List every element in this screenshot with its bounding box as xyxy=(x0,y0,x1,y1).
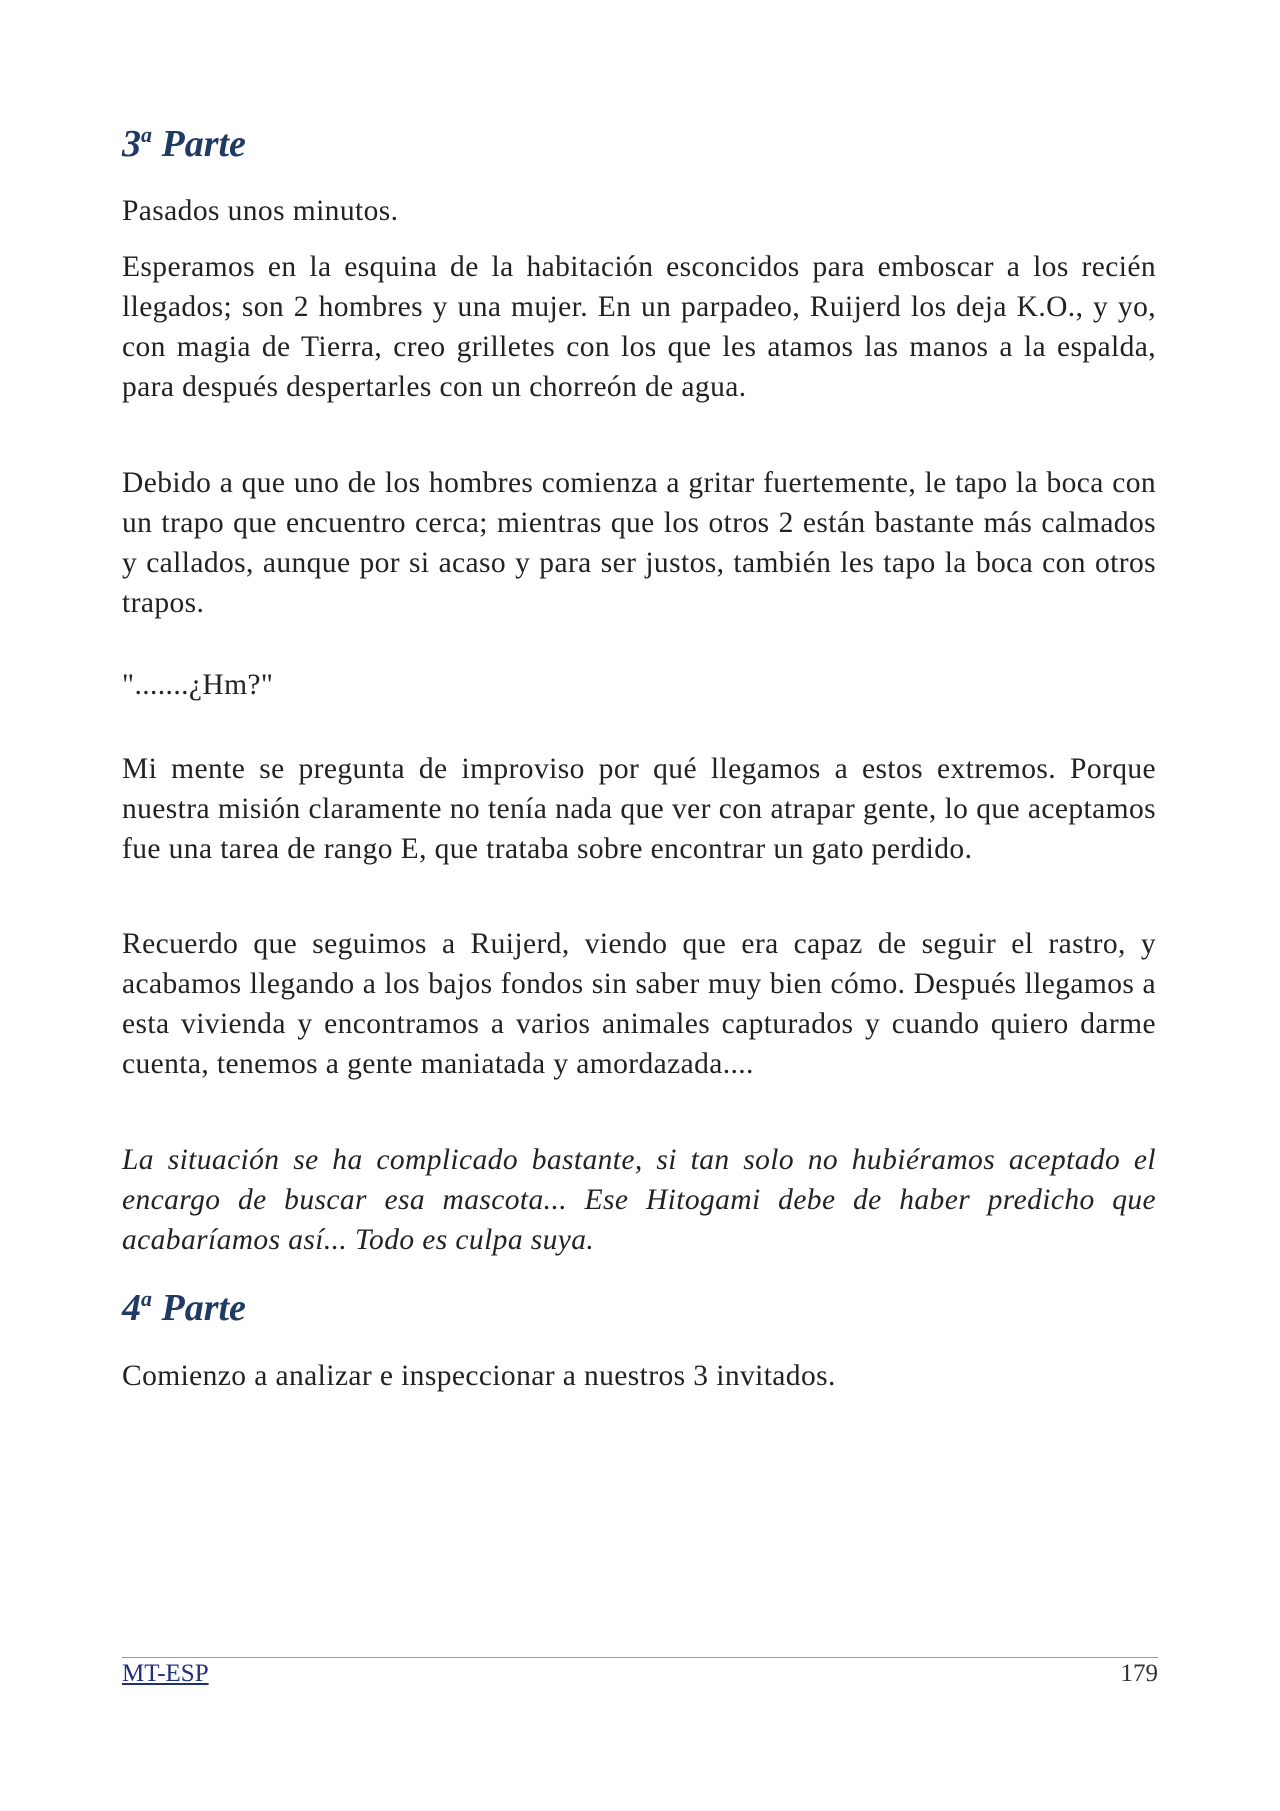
paragraph-4: ".......¿Hm?" xyxy=(122,669,274,701)
heading-word: Parte xyxy=(161,1287,246,1329)
paragraph-8: Comienzo a analizar e inspeccionar a nuestros 3 invitados. xyxy=(122,1360,836,1392)
document-page xyxy=(122,0,1156,1811)
paragraph-5: Mi mente se pregunta de improviso por qué llegamos a estos extremos. Porque nuestra misión claramente no tenía nada que ver con atrapar gente, lo que aceptamos fue una tarea de rango E, que trataba sobre encontrar un gato perdido. xyxy=(122,753,1156,865)
section-heading-4 xyxy=(122,1284,246,1332)
paragraph-7-italic: La situación se ha complicado bastante, si tan solo no hubiéramos aceptado el encargo de buscar esa mascota... Ese Hitogami debe de haber predicho que acabaríamos así... Todo es culpa suya. xyxy=(122,1144,1156,1256)
paragraph-1: Pasados unos minutos. xyxy=(122,195,399,227)
footer-link-mt-esp[interactable]: MT-ESP xyxy=(122,1660,209,1687)
heading-number: 4 xyxy=(122,1287,141,1329)
section-heading-3 xyxy=(122,120,246,168)
page-number: 179 xyxy=(1120,1660,1158,1687)
paragraph-6: Recuerdo que seguimos a Ruijerd, viendo que era capaz de seguir el rastro, y acabamos llegando a los bajos fondos sin saber muy bien cómo. Después llegamos a esta vivienda y encontramos a varios animales capturados y cuando quiero darme cuenta, tenemos a gente maniatada y amordazada.... xyxy=(122,928,1156,1080)
paragraph-2: Esperamos en la esquina de la habitación esconcidos para emboscar a los recién llegados; son 2 hombres y una mujer. En un parpadeo, Ruijerd los deja K.O., y yo, con magia de Tierra, creo grilletes con los que les atamos las manos a la espalda, para después despertarles con un chorreón de agua. xyxy=(122,251,1156,403)
heading-word: Parte xyxy=(161,123,246,165)
heading-ordinal: a xyxy=(141,122,152,147)
footer-divider xyxy=(122,1657,1158,1658)
heading-number: 3 xyxy=(122,123,141,165)
heading-ordinal: a xyxy=(141,1286,152,1311)
paragraph-3: Debido a que uno de los hombres comienza a gritar fuertemente, le tapo la boca con un trapo que encuentro cerca; mientras que los otros 2 están bastante más calmados y callados, aunque por si acaso y para ser justos, también les tapo la boca con otros trapos. xyxy=(122,467,1156,619)
